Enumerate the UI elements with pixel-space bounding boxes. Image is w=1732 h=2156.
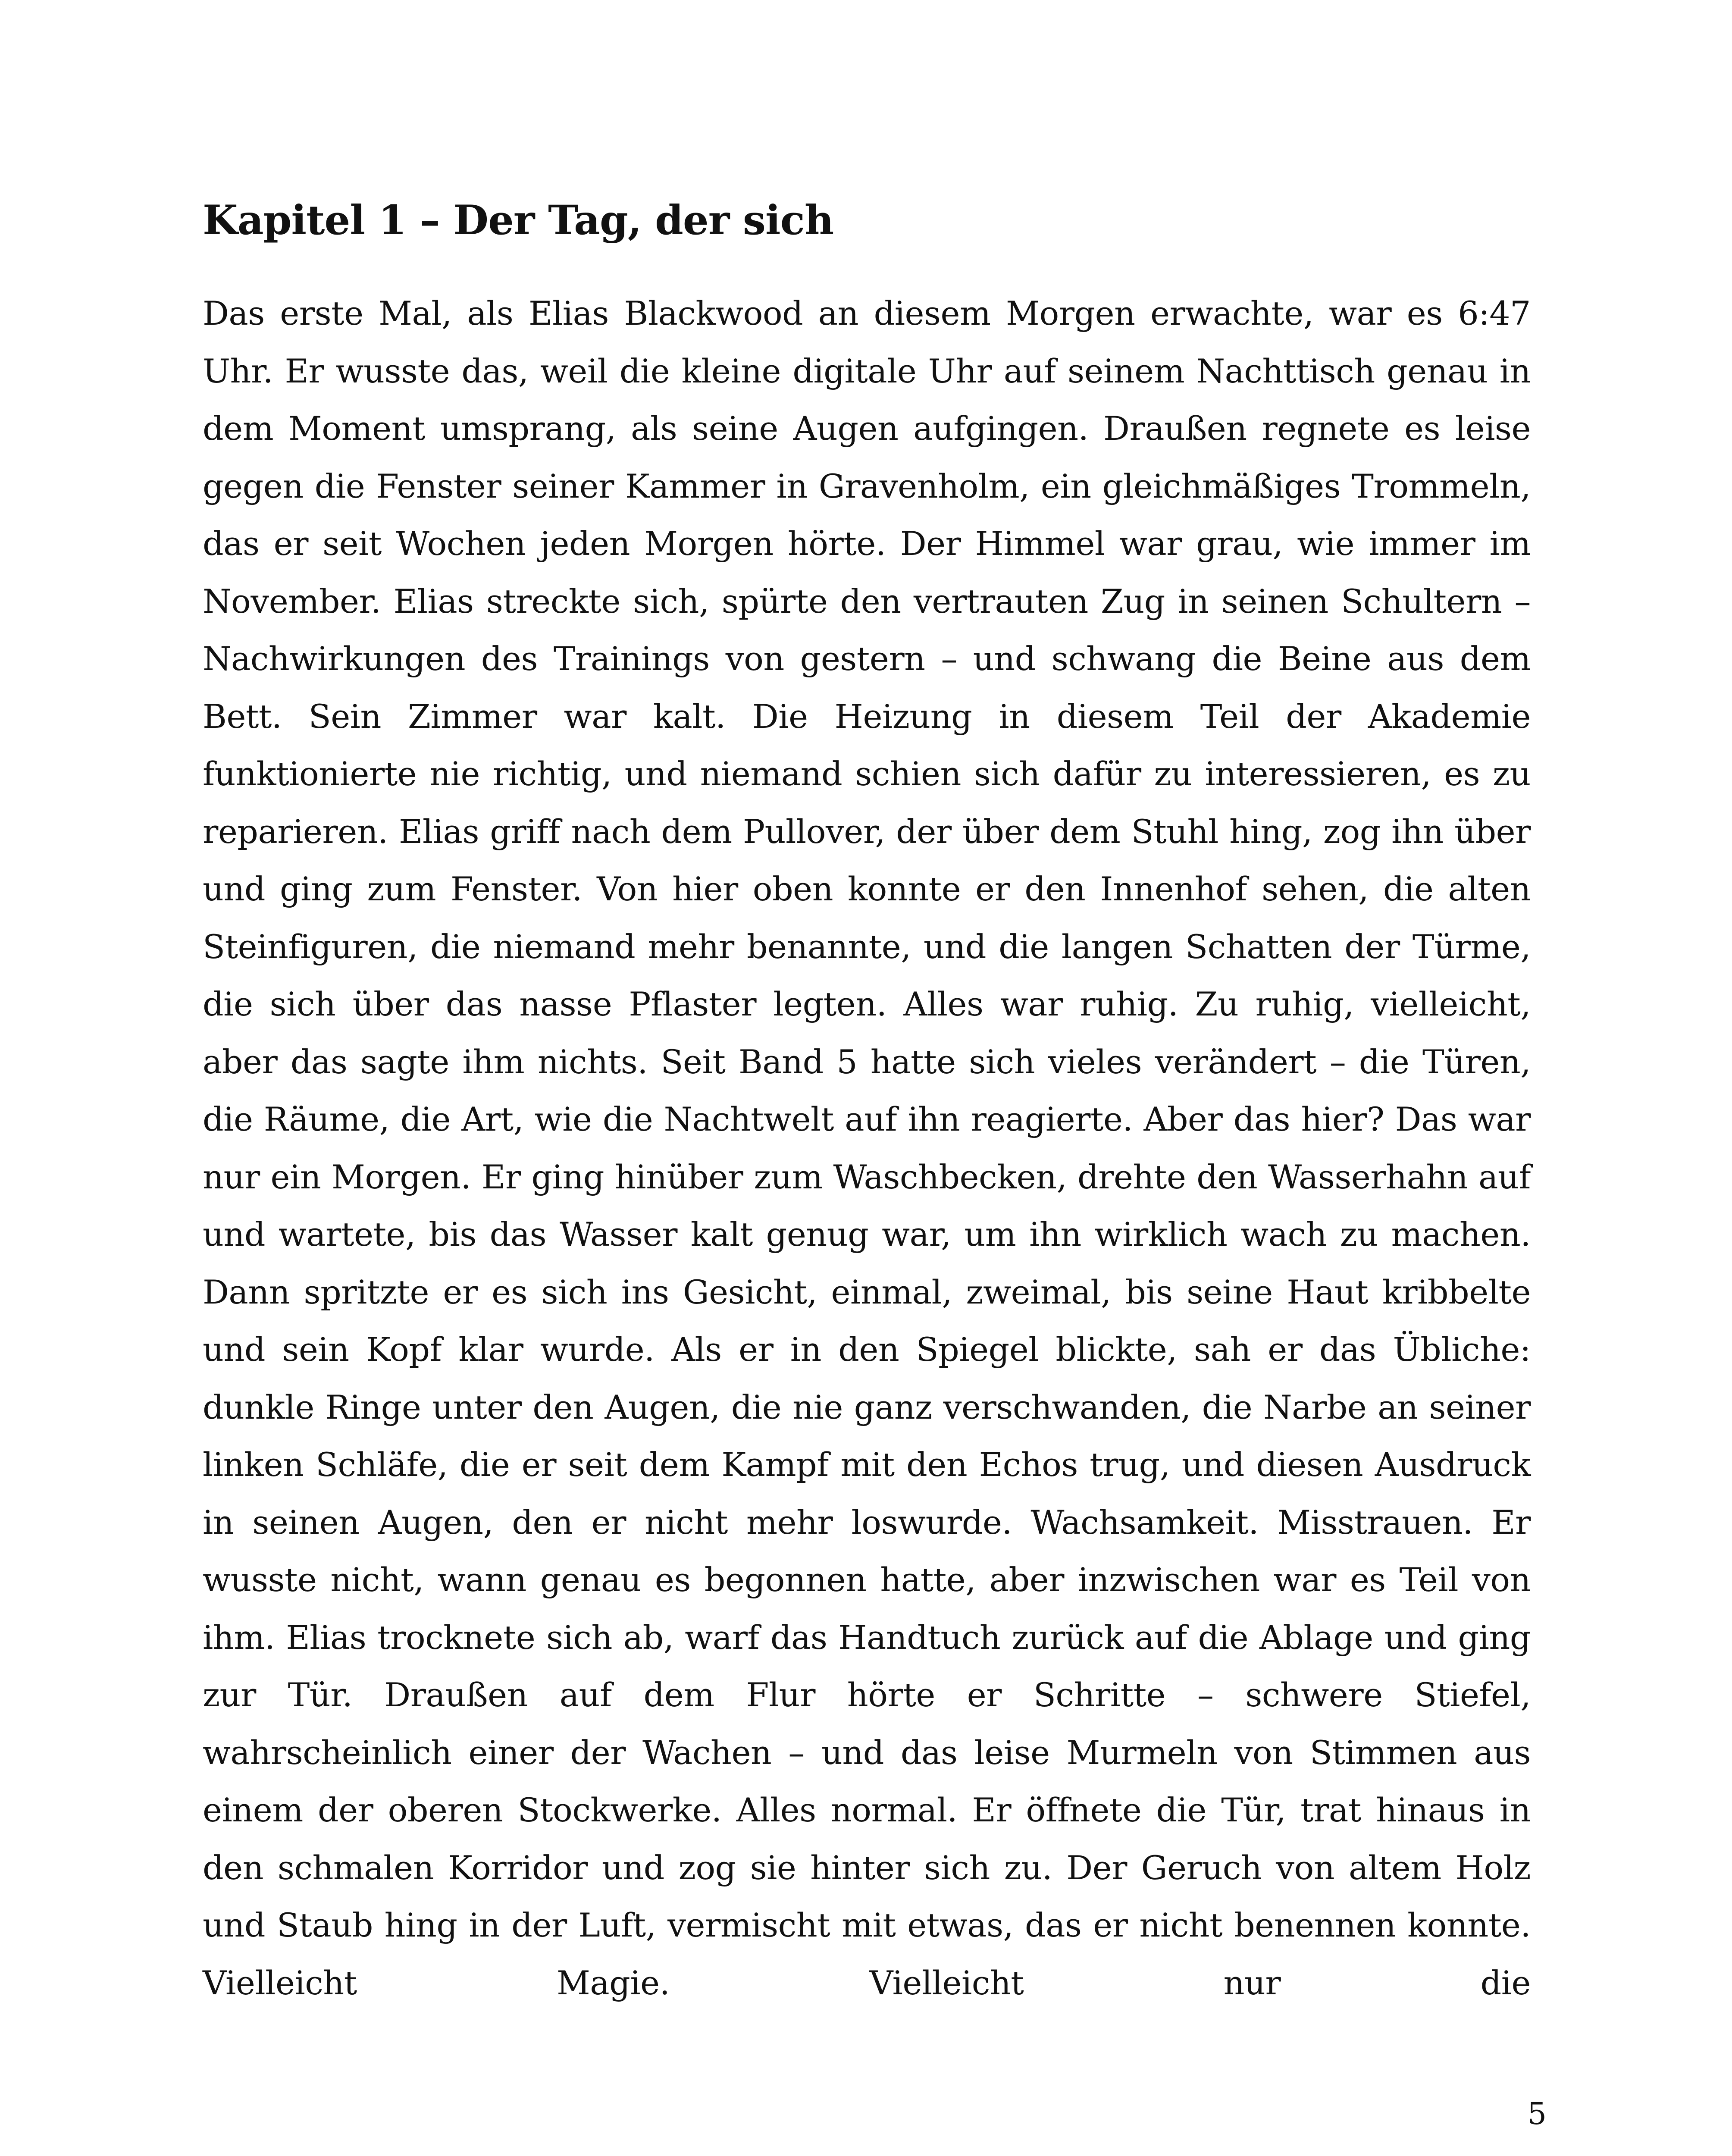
chapter-title: Kapitel 1 – Der Tag, der sich (203, 197, 834, 244)
body-paragraph: Das erste Mal, als Elias Blackwood an diesem Morgen erwachte, war es 6:47 Uhr. Er wusste das, weil die kleine digitale Uhr auf seinem Nachttisch genau in dem Moment umsprang, als seine Augen aufgingen. Draußen regnete es leise gegen die Fenster seiner Kammer in Gravenholm, ein gleichmäßiges Trommeln, das er seit Wochen jeden Morgen hörte. Der Himmel war grau, wie immer im November. Elias streckte sich, spürte den vertrauten Zug in seinen Schultern – Nachwirkungen des Trainings von gestern – und schwang die Beine aus dem Bett. Sein Zimmer war kalt. Die Heizung in diesem Teil der Akademie funktionierte nie richtig, und niemand schien sich dafür zu interessieren, es zu reparieren. Elias griff nach dem Pullover, der über dem Stuhl hing, zog ihn über und ging zum Fenster. Von hier oben konnte er den Innenhof sehen, die alten Steinfiguren, die niemand mehr benannte, und die langen Schatten der Türme, die sich über das nasse Pflaster legten. Alles war ruhig. Zu ruhig, vielleicht, aber das sagte ihm nichts. Seit Band 5 hatte sich vieles verändert – die Türen, die Räume, die Art, wie die Nachtwelt auf ihn reagierte. Aber das hier? Das war nur ein Morgen. Er ging hinüber zum Waschbecken, drehte den Wasserhahn auf und wartete, bis das Wasser kalt genug war, um ihn wirklich wach zu machen. Dann spritzte er es sich ins Gesicht, einmal, zweimal, bis seine Haut kribbelte und sein Kopf klar wurde. Als er in den Spiegel blickte, sah er das Übliche: dunkle Ringe unter den Augen, die nie ganz verschwanden, die Narbe an seiner linken Schläfe, die er seit dem Kampf mit den Echos trug, und diesen Ausdruck in seinen Augen, den er nicht mehr loswurde. Wachsamkeit. Misstrauen. Er wusste nicht, wann genau es begonnen hatte, aber inzwischen war es Teil von ihm. Elias trocknete sich ab, warf das Handtuch zurück auf die Ablage und ging zur Tür. Draußen auf dem Flur hörte er Schritte – schwere Stiefel, wahrscheinlich einer der Wachen – und das leise Murmeln von Stimmen aus einem der oberen Stockwerke. Alles normal. Er öffnete die Tür, trat hinaus in den schmalen Korridor und zog sie hinter sich zu. Der Geruch von altem Holz und Staub hing in der Luft, vermischt mit etwas, das er nicht benennen konnte. Vielleicht Magie. Vielleicht nur die (203, 294, 1531, 2002)
page-number: 5 (1527, 2096, 1547, 2131)
